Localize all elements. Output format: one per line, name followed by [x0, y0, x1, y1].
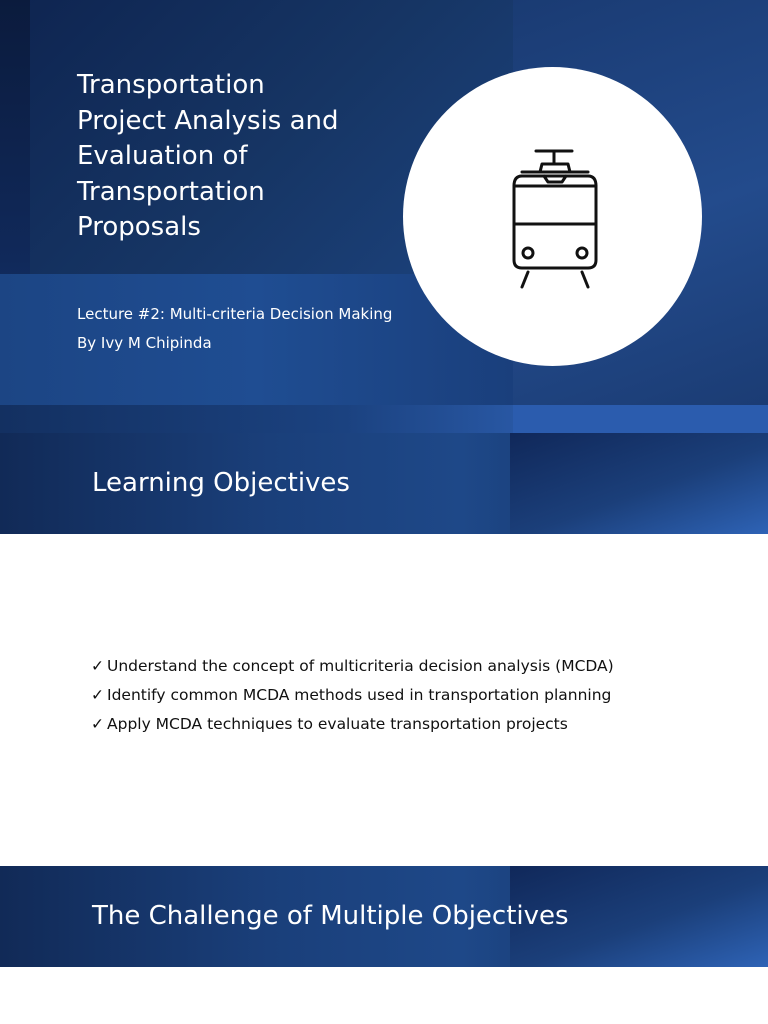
- presentation-title: Transportation Project Analysis and Evaluation of Transportation Proposals: [77, 70, 339, 242]
- objective-text: Understand the concept of multicriteria decision analysis (MCDA): [107, 657, 614, 675]
- challenge-header: [0, 866, 768, 967]
- objective-text: Identify common MCDA methods used in transportation planning: [107, 686, 612, 704]
- objectives-heading: Learning Objectives: [92, 468, 350, 498]
- title-slide: [0, 0, 768, 433]
- list-item: [91, 681, 731, 710]
- lecture-line: Lecture #2: Multi-criteria Decision Making: [77, 305, 393, 323]
- tram-icon: [508, 148, 602, 290]
- author-line: By Ivy M Chipinda: [77, 334, 212, 352]
- list-item: [91, 652, 731, 681]
- challenge-heading: The Challenge of Multiple Objectives: [92, 901, 569, 931]
- list-item: [91, 710, 731, 739]
- subtitle-block: [77, 300, 417, 358]
- bottom-right-accent: [513, 405, 768, 433]
- objectives-list: [91, 652, 731, 739]
- check-icon: ✓: [91, 715, 104, 733]
- challenge-body: [0, 967, 768, 1024]
- objective-text: Apply MCDA techniques to evaluate transportation projects: [107, 715, 568, 733]
- objectives-header: [0, 433, 768, 534]
- check-icon: ✓: [91, 657, 104, 675]
- header-accent-glow: [510, 433, 768, 534]
- check-icon: ✓: [91, 686, 104, 704]
